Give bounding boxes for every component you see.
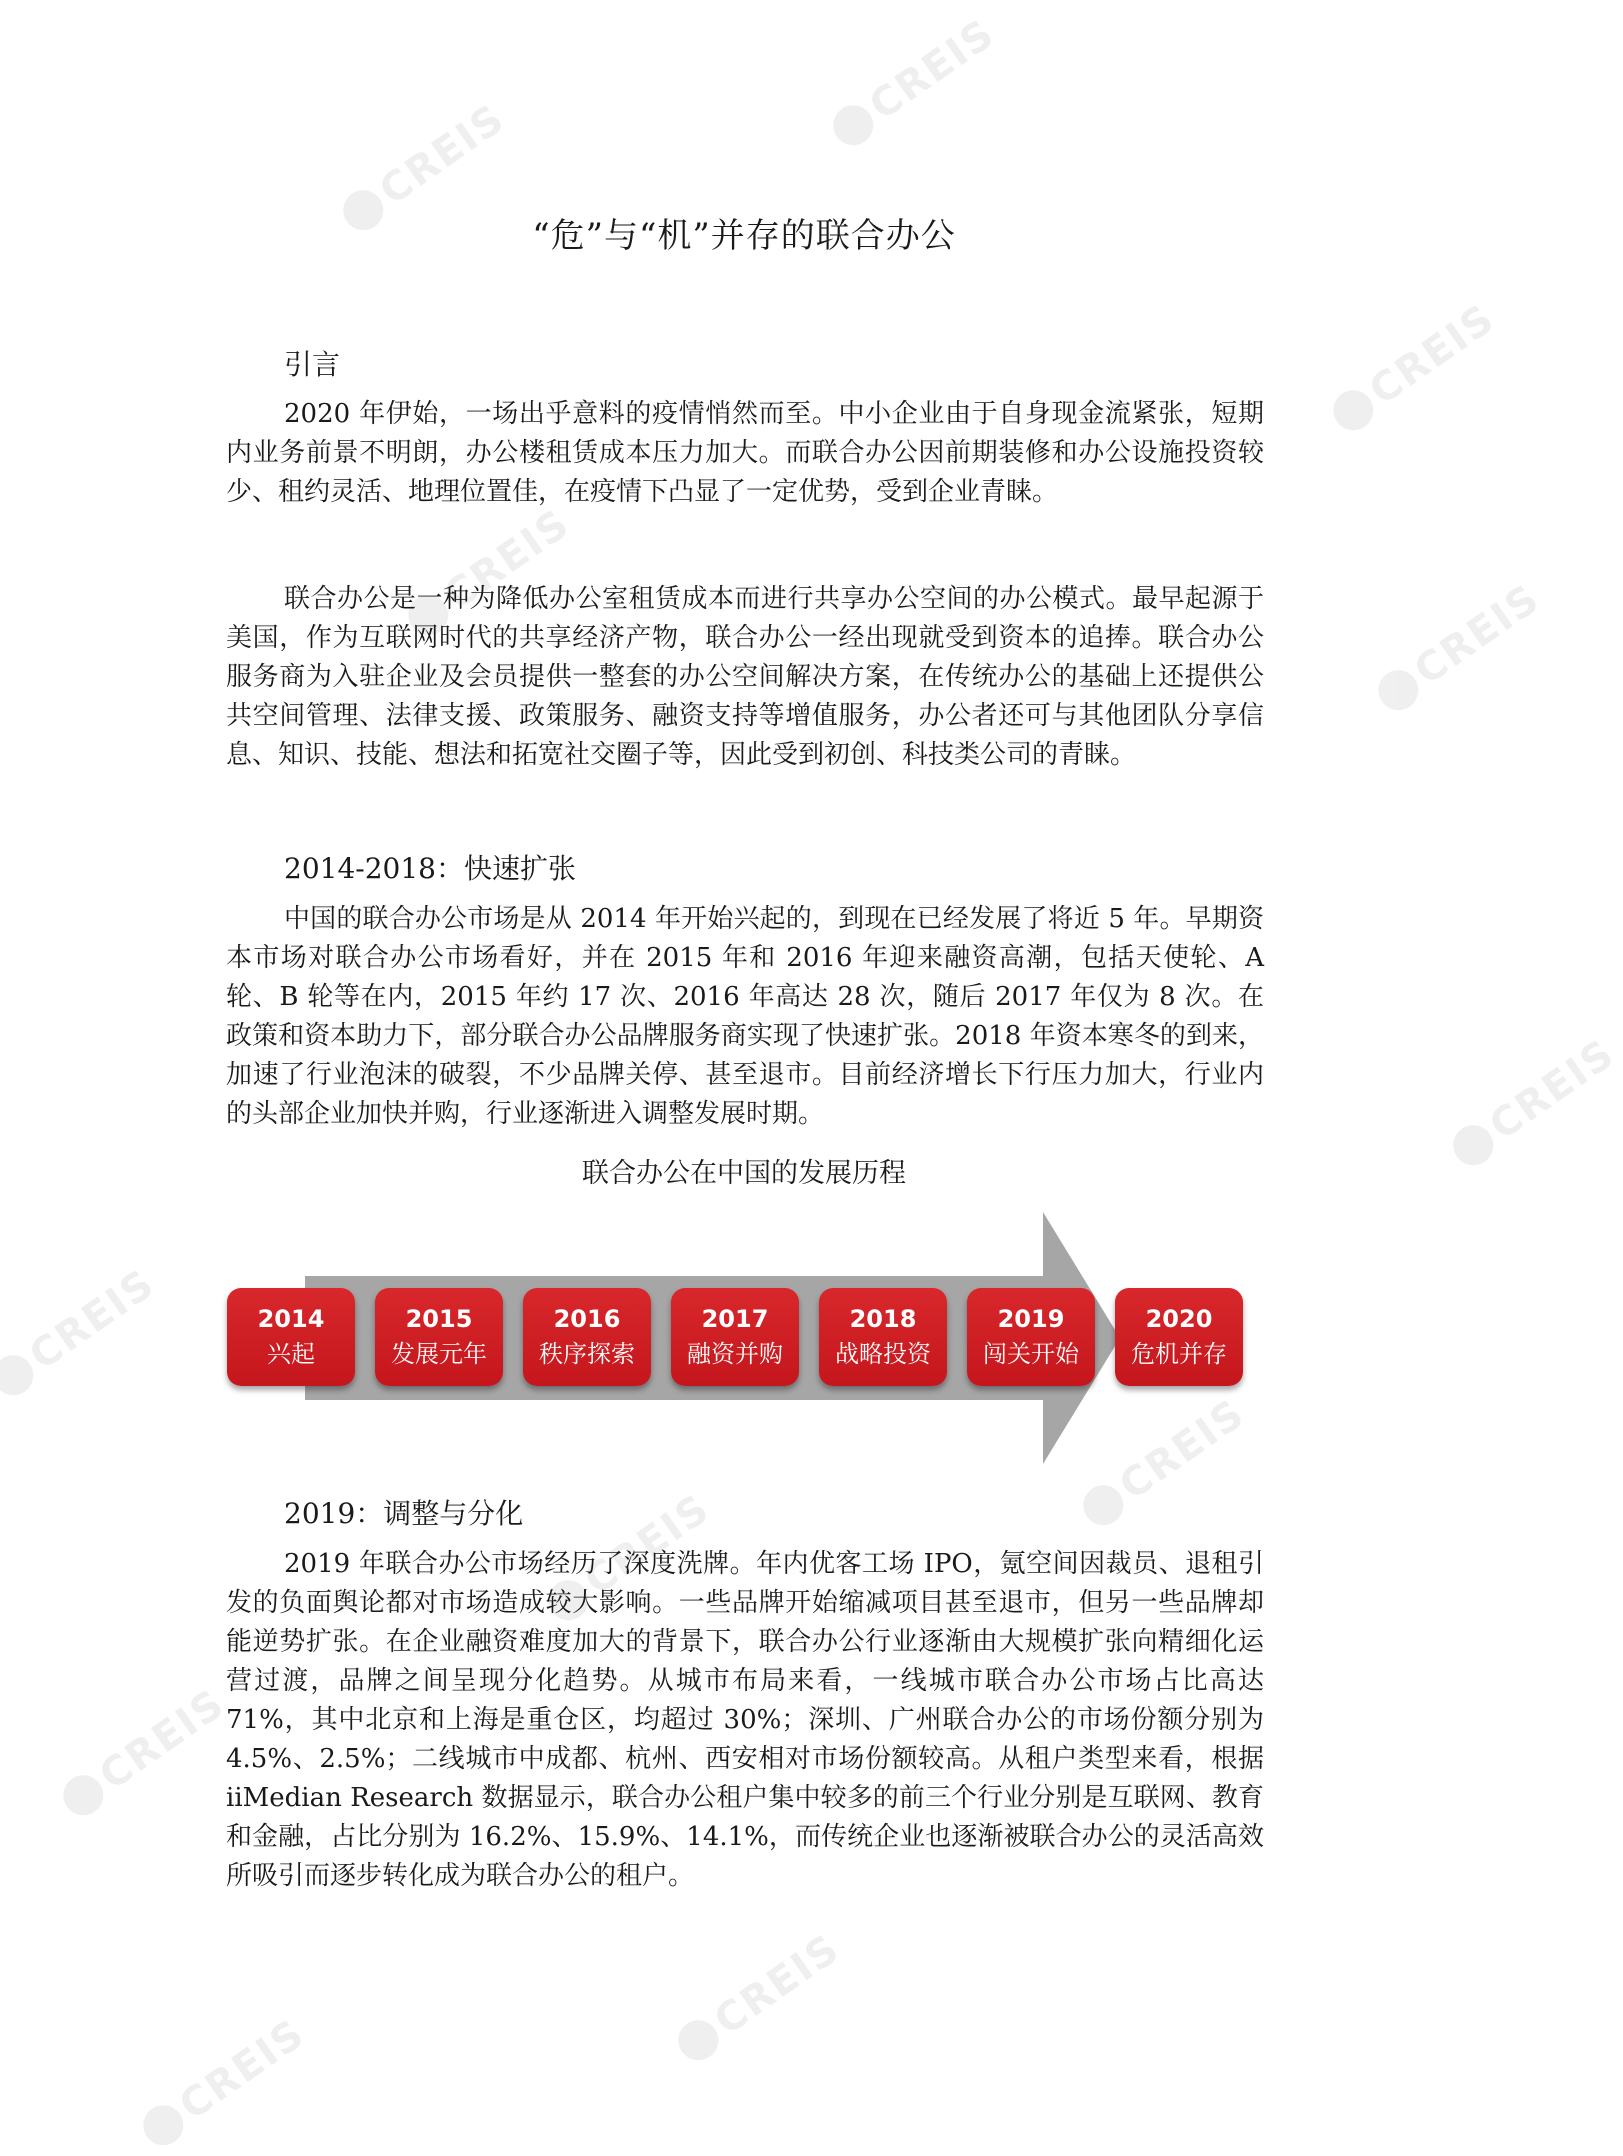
watermark-text: CREIS — [706, 1925, 849, 2045]
timeline-step-year: 2018 — [849, 1305, 917, 1333]
timeline-step-2020 — [1115, 1288, 1243, 1386]
timeline-step-label: 发展元年 — [391, 1340, 487, 1368]
timeline-step-2017 — [671, 1288, 799, 1386]
timeline-step-2015 — [375, 1288, 503, 1386]
timeline-step-label: 战略投资 — [835, 1340, 931, 1368]
watermark-text: CREIS — [21, 1260, 164, 1380]
watermark-text: CREIS — [576, 1485, 719, 1605]
watermark-text: CREIS — [1361, 295, 1504, 415]
paragraph-intro-1: 2020 年伊始，一场出乎意料的疫情悄然而至。中小企业由于自身现金流紧张，短期内业务前景不明朗，办公楼租赁成本压力加大。而联合办公因前期装修和办公设施投资较少、租约灵活、地理位置佳，在疫情下凸显了一定优势，受到企业青睐。 — [226, 399, 1264, 507]
timeline-step-label: 闯关开始 — [983, 1340, 1079, 1368]
timeline-step-year: 2017 — [701, 1305, 769, 1333]
timeline-step-2018 — [819, 1288, 947, 1386]
page-title: “危”与“机”并存的联合办公 — [532, 216, 956, 256]
paragraph-intro-2: 联合办公是一种为降低办公室租赁成本而进行共享办公空间的办公模式。最早起源于美国，作为互联网时代的共享经济产物，联合办公一经出现就受到资本的追捧。联合办公服务商为入驻企业及会员提供一整套的办公空间解决方案，在传统办公的基础上还提供公共空间管理、法律支援、政策服务、融资支持等增值服务，办公者还可与其他团队分享信息、知识、技能、想法和拓宽社交圈子等，因此受到初创、科技类公司的青睐。 — [226, 584, 1264, 770]
watermark-text: CREIS — [371, 95, 514, 215]
watermark-text: CREIS — [1406, 575, 1549, 695]
timeline-step-label: 融资并购 — [687, 1340, 783, 1368]
watermark-text: CREIS — [861, 10, 1004, 130]
section-heading-expansion: 2014-2018：快速扩张 — [284, 852, 576, 885]
paragraph-adjustment: 2019 年联合办公市场经历了深度洗牌。年内优客工场 IPO，氪空间因裁员、退租引发的负面舆论都对市场造成较大影响。一些品牌开始缩减项目甚至退市，但另一些品牌却能逆势扩张。在企业融资难度加大的背景下，联合办公行业逐渐由大规模扩张向精细化运营过渡，品牌之间呈现分化趋势。从城市布局来看，一线城市联合办公市场占比高达 71%，其中北京和上海是重仓区，均超过 30%；深圳、广州联合办公的市场份额分别为 4.5%、2.5%；二线城市中成都、杭州、西安相对市场份额较高。从租户类型来看，根据 iiMedian Research 数据显示，联合办公租户集中较多的前三个行业分别是互联网、教育和金融，占比分别为 16.2%、15.9%、14.1%，而传统企业也逐渐被联合办公的灵活高效所吸引而逐步转化成为联合办公的租户。 — [226, 1549, 1264, 1891]
watermark-text: CREIS — [1481, 1030, 1623, 1150]
section-heading-adjustment: 2019：调整与分化 — [284, 1497, 524, 1530]
watermark-text: CREIS — [171, 2010, 314, 2130]
watermark-text: CREIS — [1111, 1390, 1254, 1510]
timeline-step-year: 2016 — [553, 1305, 621, 1333]
timeline-step-year: 2015 — [405, 1305, 473, 1333]
timeline-step-2019 — [967, 1288, 1095, 1386]
timeline-step-2014 — [227, 1288, 355, 1386]
timeline-step-2016 — [523, 1288, 651, 1386]
watermark-circle-icon — [135, 2097, 191, 2153]
watermark-text: CREIS — [91, 1680, 234, 1800]
section-heading-intro: 引言 — [284, 348, 341, 381]
timeline-step-year: 2020 — [1145, 1305, 1213, 1333]
watermark-text: CREIS — [436, 500, 579, 620]
timeline-step-label: 兴起 — [267, 1340, 315, 1368]
timeline-step-label: 秩序探索 — [539, 1340, 635, 1368]
timeline-step-year: 2014 — [257, 1305, 325, 1333]
timeline-step-year: 2019 — [997, 1305, 1065, 1333]
paragraph-expansion: 中国的联合办公市场是从 2014 年开始兴起的，到现在已经发展了将近 5 年。早期资本市场对联合办公市场看好，并在 2015 年和 2016 年迎来融资高潮，包括天使轮、A 轮、B 轮等在内，2015 年约 17 次、2016 年高达 28 次，随后 2017 年仅为 8 次。在政策和资本助力下，部分联合办公品牌服务商实现了快速扩张。2018 年资本寒冬的到来，加速了行业泡沫的破裂，不少品牌关停、甚至退市。目前经济增长下行压力加大，行业内的头部企业加快并购，行业逐渐进入调整发展时期。 — [226, 904, 1264, 1129]
timeline-step-label: 危机并存 — [1131, 1340, 1227, 1368]
timeline-title: 联合办公在中国的发展历程 — [582, 1158, 906, 1189]
